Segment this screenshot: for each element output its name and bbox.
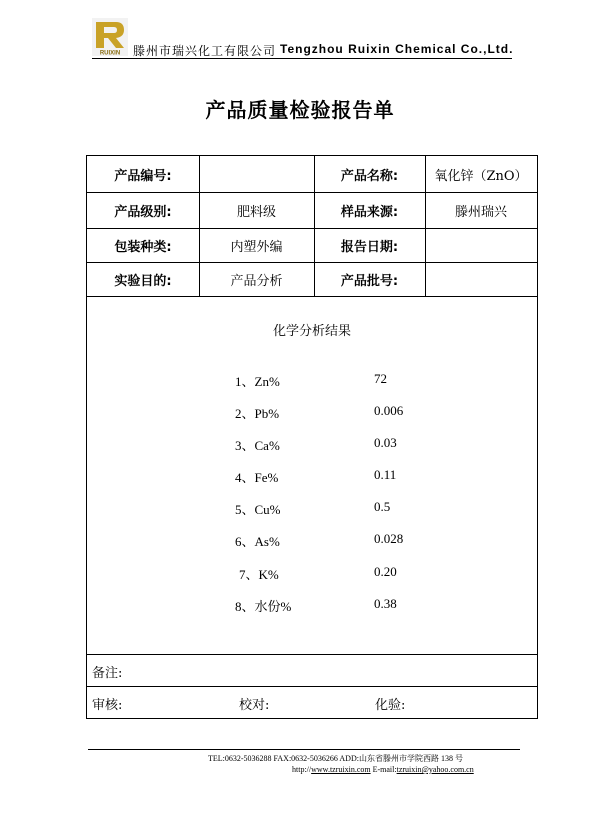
document-title: 产品质量检验报告单 [205,98,395,122]
result-value: 0.20 [374,564,397,579]
web-info [292,765,474,774]
row-divider [87,686,537,687]
purpose-value: 产品分析 [230,273,283,289]
header-divider [92,58,512,59]
result-value: 0.38 [374,596,397,611]
company-name-en: Tengzhou Ruixin Chemical Co.,Ltd. [280,42,514,56]
ruixin-logo-icon [92,18,128,56]
results-title: 化学分析结果 [272,324,351,339]
result-item: 3、Ca% [235,438,280,453]
footer-divider [88,749,520,750]
result-item: 5、Cu% [235,502,281,517]
result-value: 72 [374,371,387,386]
result-item: 8、水份% [235,599,292,614]
result-value: 0.03 [374,435,397,450]
svg-text:RUIXIN: RUIXIN [99,50,121,56]
proofread-label: 校对: [239,698,270,713]
sample-source-value: 滕州瑞兴 [454,204,507,220]
company-name-cn: 滕州市瑞兴化工有限公司 [133,44,277,58]
website-link[interactable]: www.tzruixin.com [311,765,371,774]
result-item: 1、Zn% [235,374,280,389]
packaging-label: 包装种类: [114,239,172,255]
company-logo [92,18,128,56]
report-date-label: 报告日期: [340,239,399,255]
packaging-value: 内塑外编 [230,239,283,255]
batch-label: 产品批号: [340,273,399,289]
grade-value: 肥料级 [236,204,276,220]
report-date-value [425,228,537,262]
row-divider [87,296,537,297]
remarks-label: 备注: [92,666,123,681]
result-item: 2、Pb% [235,406,280,421]
product-name-label: 产品名称: [340,168,399,184]
review-label: 审核: [92,698,123,713]
grade-label: 产品级别: [114,204,172,220]
http-prefix: http:// [292,765,312,774]
batch-value [425,262,537,296]
email-prefix: E-mail: [372,765,397,774]
result-item: 7、K% [239,567,279,582]
result-value: 0.11 [374,467,397,482]
product-no-label: 产品编号: [114,168,172,184]
result-item: 4、Fe% [235,470,279,485]
sample-source-label: 样品来源: [340,204,399,220]
result-value: 0.006 [374,403,404,418]
product-name-value: 氧化锌（ZnO） [434,168,528,184]
result-item: 6、As% [235,534,280,549]
row-divider [87,654,537,655]
test-label: 化验: [375,698,406,713]
report-table [86,155,538,719]
result-value: 0.5 [374,499,391,514]
purpose-label: 实验目的: [114,273,172,289]
contact-info: TEL:0632-5036288 FAX:0632-5036266 ADD:山东省滕州市学院西路 138 号 [208,754,463,763]
product-no-value [199,156,314,192]
email-link[interactable]: tzruixin@yahoo.com.cn [396,765,474,774]
result-value: 0.028 [374,531,404,546]
